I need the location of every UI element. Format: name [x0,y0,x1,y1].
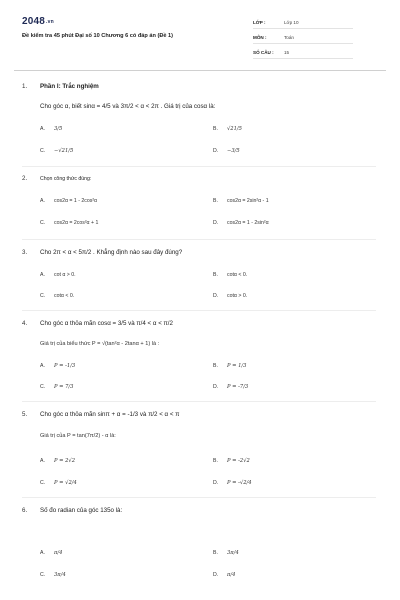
question-number: 5. [22,411,28,418]
option-a[interactable]: A. P = 2√2 [40,458,76,464]
question-text: Cho góc α, biết sinα = 4/5 và 3π/2 < α < 2π . Giá trị của cosα là: [40,103,216,110]
option-c[interactable]: C. −√21/5 [40,148,74,154]
question-separator [22,239,376,240]
question-subtext: Giá trị của P = tan(7π/2) - α là: [40,433,116,439]
question-number: 4. [22,320,28,327]
question-separator [22,497,376,498]
option-d[interactable]: D. P = -7/3 [213,384,249,390]
document-title: Đề kiểm tra 45 phút Đại số 10 Chương 6 có đáp án (Đề 1) [22,33,174,39]
option-d[interactable]: D. cotα > 0. [213,293,248,299]
question-3 [22,248,376,308]
question-text: Cho góc α thỏa mãn sinπ + α = -1/3 và π/2 < α < π [40,411,180,418]
question-number: 6. [22,507,28,514]
option-a[interactable]: A. 3/5 [40,126,63,132]
option-b[interactable]: B. 3π/4 [213,550,239,556]
option-b[interactable]: B. √21/5 [213,126,242,132]
option-d[interactable]: D. P = -√2/4 [213,480,252,486]
option-a[interactable]: A. π/4 [40,550,63,556]
question-separator [22,166,376,167]
option-c[interactable]: C. cos2α = 2cos²α + 1 [40,220,99,226]
question-subtext: Giá trị của biểu thức P = √(tan²α - 2tanα + 1) là : [40,341,160,347]
option-d[interactable]: D. π/4 [213,572,236,578]
question-text: Chọn công thức đúng: [40,176,92,182]
option-b[interactable]: B. P = -2√2 [213,458,250,464]
question-text: Cho 2π < α < 5π/2 . Khẳng định nào sau đây đúng? [40,249,183,256]
option-c[interactable]: C. P = 7/3 [40,384,74,390]
option-b[interactable]: B. cos2α = 2sin²α - 1 [213,198,269,204]
option-c[interactable]: C. cotα < 0. [40,293,75,299]
meta-row-class: LỚP : Lớp 10 [253,16,353,29]
section-heading: Phần I: Trắc nghiệm [40,83,99,90]
option-a[interactable]: A. cot α > 0. [40,272,76,278]
site-logo[interactable]: 2048.vn [22,16,54,27]
option-a[interactable]: A. P = -1/3 [40,363,76,369]
header-divider [14,70,386,71]
meta-row-subject: MÔN : Toán [253,31,353,44]
option-a[interactable]: A. cos2α = 1 - 2cos²α [40,198,98,204]
option-b[interactable]: B. cotα < 0. [213,272,248,278]
question-number: 2. [22,175,28,182]
option-d[interactable]: D. cos2α = 1 - 2sin²α [213,220,269,226]
question-number: 3. [22,249,28,256]
question-number: 1. [22,83,28,90]
option-c[interactable]: C. P = √2/4 [40,480,77,486]
question-text: Cho góc α thỏa mãn cosα = 3/5 và π/4 < α < π/2 [40,320,173,327]
question-1 [22,82,376,162]
option-d[interactable]: D. −3/5 [213,148,240,154]
question-6 [22,506,376,590]
meta-box [253,16,353,61]
option-b[interactable]: B. P = 1/3 [213,363,247,369]
question-4 [22,319,376,399]
question-5 [22,410,376,496]
question-separator [22,310,376,311]
question-2 [22,174,376,238]
question-text: Số đo radian của góc 135o là: [40,507,123,514]
document-header [0,0,400,66]
question-separator [22,401,376,402]
meta-row-count: SỐ CÂU : 15 [253,46,353,59]
option-c[interactable]: C. 3π/4 [40,572,66,578]
